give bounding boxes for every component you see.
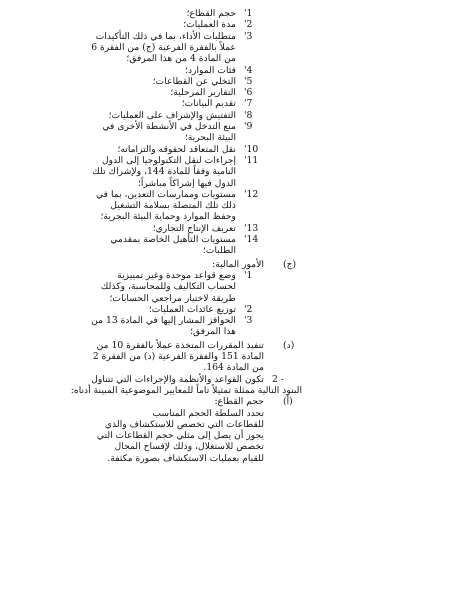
- subsection-text-line: تحدد السلطة الحجم المناسب: [152, 407, 264, 419]
- paragraph-text-line: البنود التالية ممثلة تمثيلاً تاماً للمعايير الموضوعية المبينة أدناه:: [70, 384, 302, 396]
- item-number: '10: [244, 143, 259, 155]
- item-text-line: البيئة البحرية؛: [184, 132, 236, 144]
- subsection-text-line: من المادة 164.: [203, 362, 264, 374]
- item-text-line: طريقة لاختيار مراجعي الحسابات؛: [109, 292, 236, 304]
- item-text-line: مدة العمليات؛: [183, 19, 236, 31]
- subsection-text-line: للقطاعات التي تخصص للاستكشاف والذي: [104, 418, 264, 430]
- paragraph-text-line: تكون القواعد والأنظمة والإجراءات التي تتناول: [91, 373, 264, 385]
- subsection-label: (أ): [283, 396, 293, 408]
- item-text-line: النامية وفقاً للمادة 144، ولإشراك تلك: [92, 166, 236, 178]
- item-text-line: هذا المرفق؛: [190, 326, 236, 338]
- subsection-text-line: يجوز أن يصل إلى مثلي حجم القطاعات التي: [96, 430, 264, 442]
- item-text-line: الحوافز المشار إليها في المادة 13 من: [91, 315, 236, 327]
- item-text-line: عملاً بالفقرة الفرعية (ج) من الفقرة 6: [91, 41, 236, 53]
- item-text-line: التخلي عن القطاعات؛: [152, 75, 236, 87]
- item-number: '7: [244, 98, 253, 110]
- item-text-line: فئات الموارد؛: [185, 64, 236, 76]
- item-text-line: التفتيش والإشراف على العمليات؛: [108, 109, 236, 121]
- item-text-line: تقديم البيانات؛: [181, 98, 236, 110]
- item-text-line: نقل المتعاقد لحقوقه والتزاماته؛: [117, 143, 236, 155]
- subsection-label: (د): [283, 339, 295, 351]
- subsection-title: حجم القطاع:: [214, 396, 264, 408]
- subsection-text-line: تخصص للاستغلال، وذلك لإفساح المجال: [114, 441, 264, 453]
- item-text-line: مستويات التأهيل الخاصة بمقدمي: [110, 234, 236, 245]
- item-text-line: من المادة 4 من هذا المرفق؛: [126, 53, 236, 65]
- item-text-line: متطلبات الأداء، بما في ذلك التأكيدات: [95, 30, 236, 42]
- item-number: '12: [244, 188, 259, 200]
- item-text-line: التقارير المرحلية؛: [170, 87, 236, 99]
- subsection-title: الأمور المالية:: [212, 258, 264, 270]
- item-number: '8: [244, 109, 253, 121]
- item-text-line: وحفظ الموارد وحماية البيئة البحرية؛: [100, 211, 236, 223]
- item-number: '3: [244, 30, 253, 42]
- item-text-line: لحساب التكاليف وللمحاسبة، وكذلك: [100, 281, 236, 293]
- item-number: '1: [244, 8, 253, 19]
- item-number: '4: [244, 64, 253, 76]
- item-number: '14: [244, 234, 259, 245]
- subsection-text-line: المادة 151 والفقرة الفرعية (د) من الفقرة 2: [92, 351, 264, 362]
- item-number: '5: [244, 75, 253, 87]
- item-text-line: تعريف الإنتاج التجاري؛: [152, 222, 236, 234]
- item-text-line: مستويات وممارسات التعدين، بما في: [96, 188, 236, 200]
- item-number: '2: [244, 303, 253, 315]
- item-text-line: منع التدخل في الأنشطة الأخرى في: [102, 121, 236, 132]
- item-number: '2: [244, 19, 253, 31]
- item-text-line: الطلبات؛: [202, 245, 236, 257]
- subsection-text-line: تنفيذ المقررات المتخذة عملاً بالفقرة 10 من: [96, 339, 264, 351]
- item-text-line: حجم القطاع؛: [186, 8, 236, 19]
- item-number: '1: [244, 269, 253, 281]
- item-number: '9: [244, 121, 253, 132]
- item-text-line: توزيع عائدات العمليات؛: [148, 303, 236, 315]
- subsection-text-line: للقيام بعمليات الاستكشاف بصورة مكثفة.: [107, 452, 264, 464]
- paragraph-number: 2 -: [272, 373, 284, 385]
- item-number: '13: [244, 222, 259, 234]
- item-text-line: إجراءات لنقل التكنولوجيا إلى الدول: [101, 154, 236, 166]
- subsection-label: (ج): [283, 258, 297, 270]
- item-number: '6: [244, 87, 253, 99]
- item-number: '3: [244, 315, 253, 327]
- item-text-line: وضع قواعد موحدة وغير تمييزية: [117, 269, 236, 281]
- item-text-line: الدول فيها إشراكاً مباشراً؛: [137, 177, 236, 189]
- item-number: '11: [244, 154, 259, 166]
- item-text-line: ذلك تلك المتصلة بسلامة التشغيل: [110, 200, 236, 212]
